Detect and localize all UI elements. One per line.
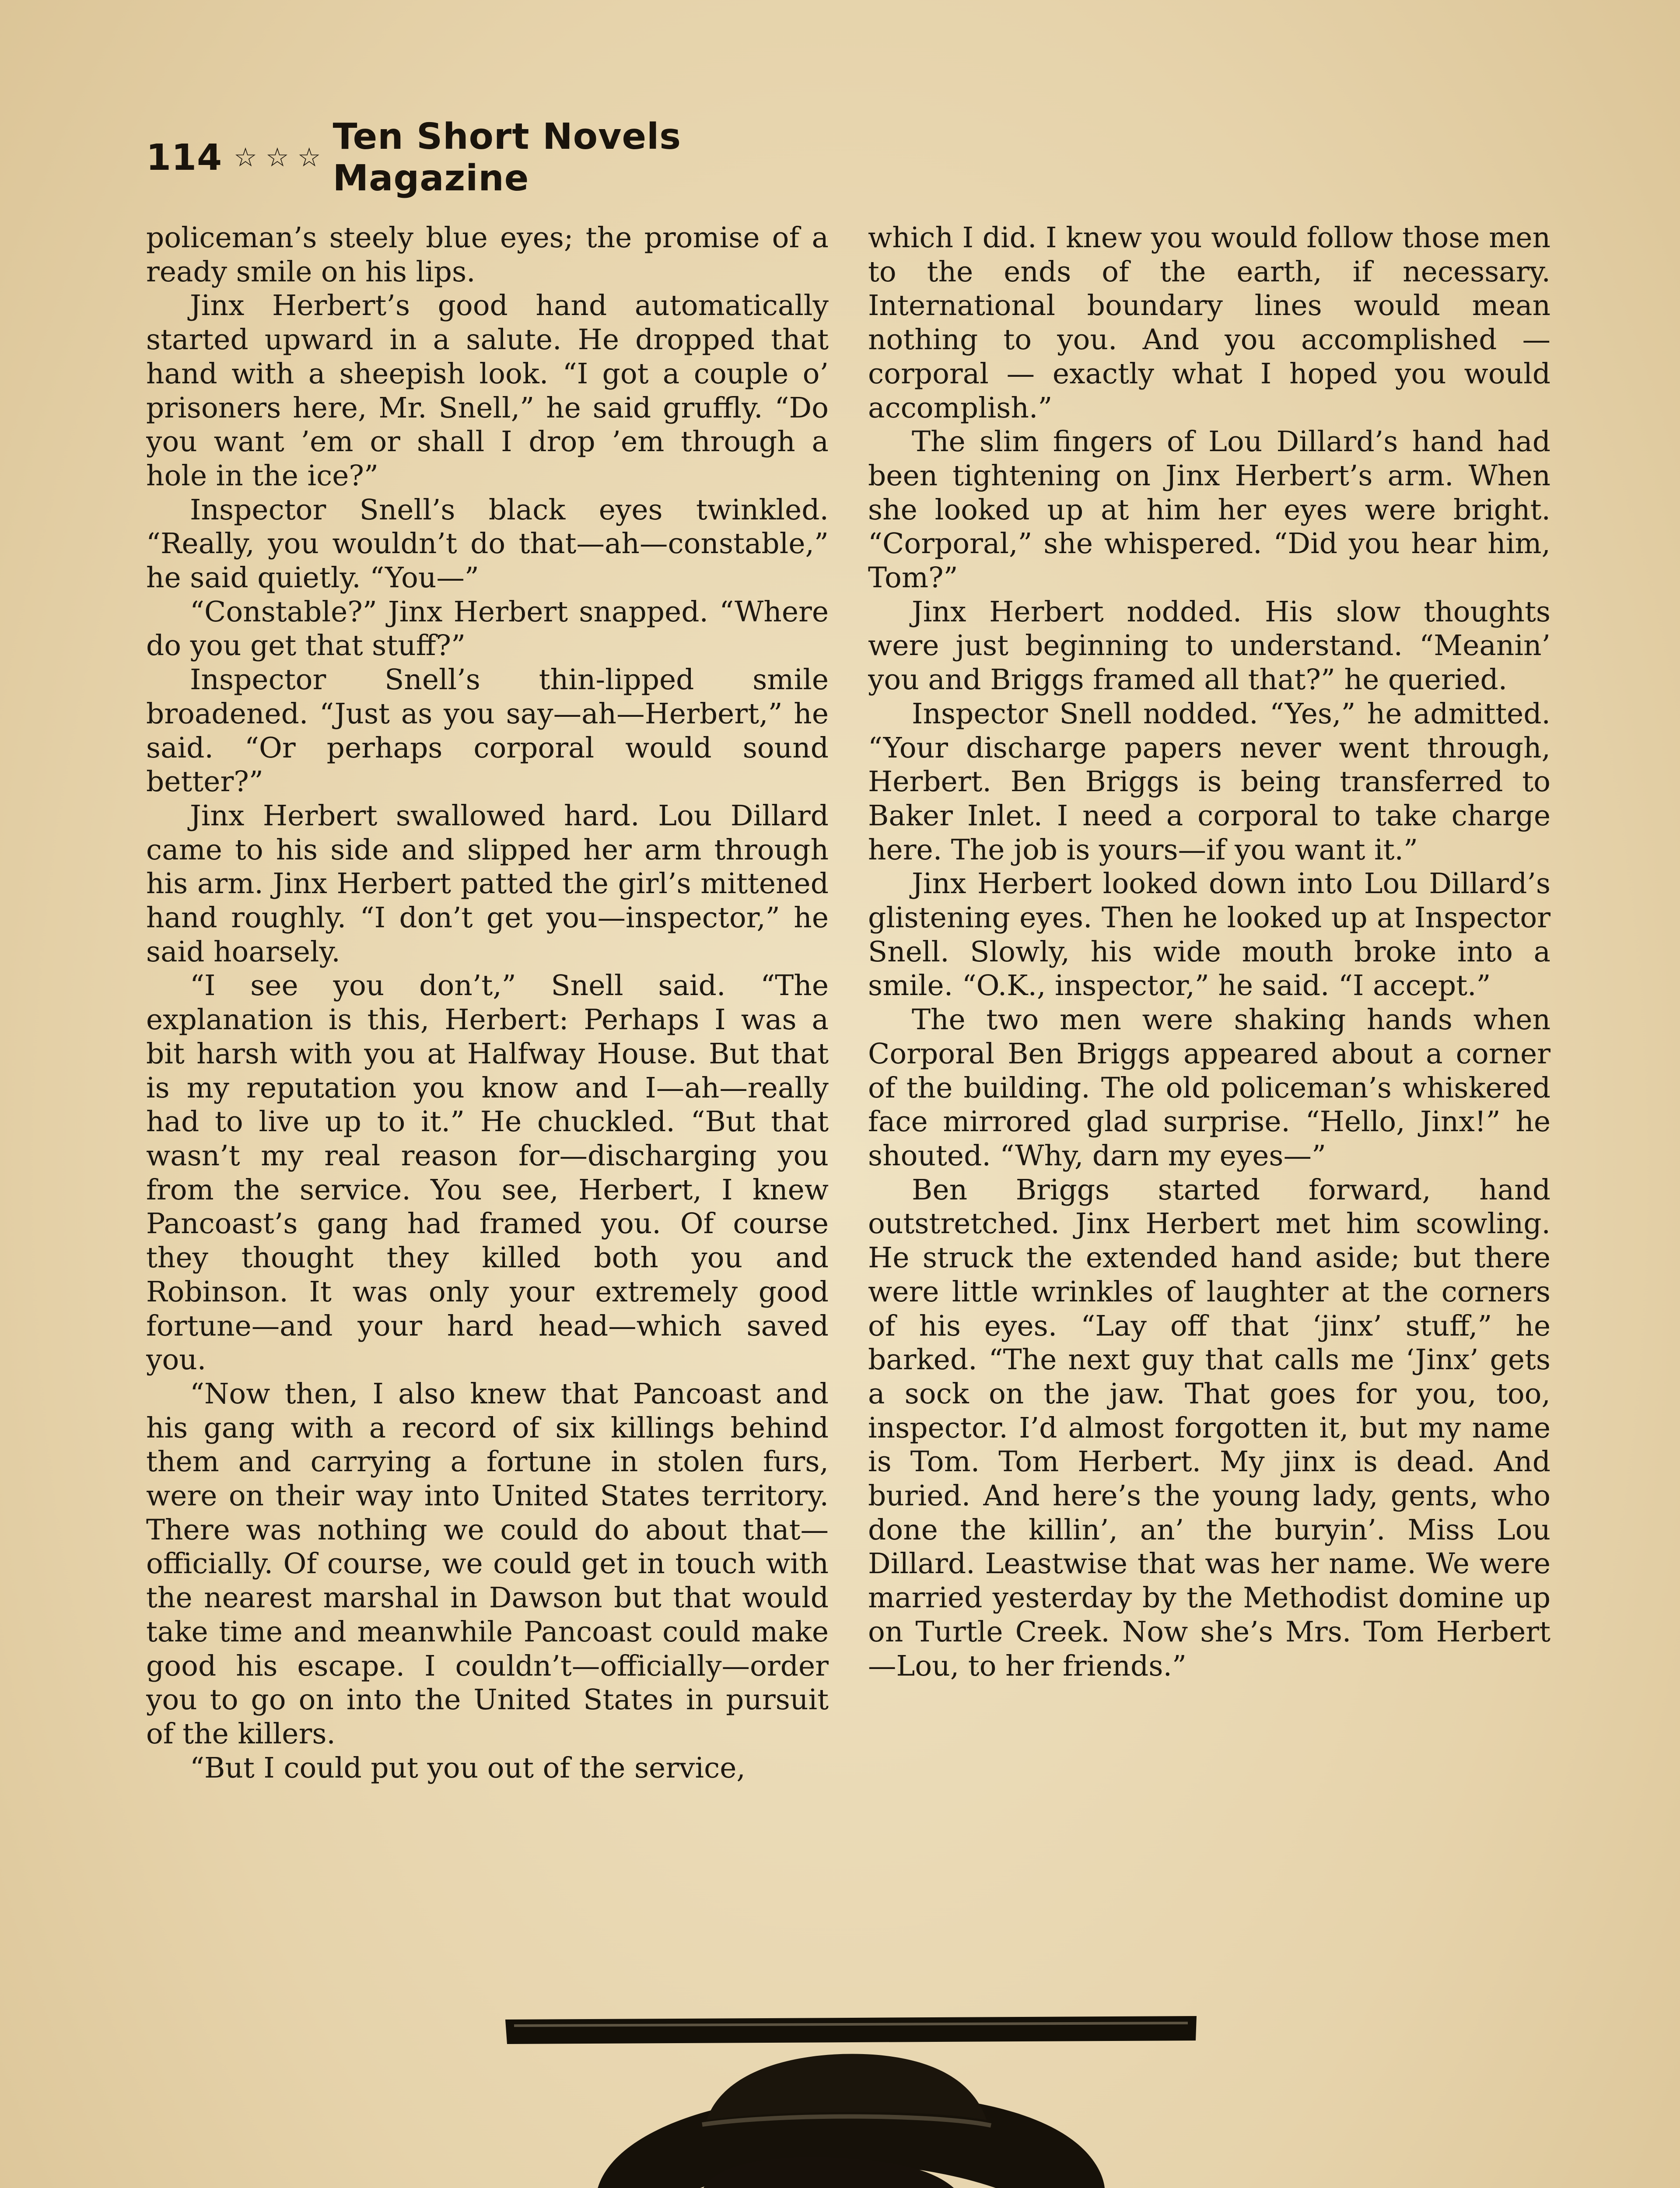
paragraph: Inspector Snell nodded. “Yes,” he admitted. “Your discharge papers never went through, Herbert. Ben Briggs is being transferred to Baker Inlet. I need a corporal to take charge here. The job is yours—if you want it.” — [868, 697, 1550, 866]
star-icon: ☆ — [265, 142, 290, 173]
paragraph: Ben Briggs started forward, hand outstretched. Jinx Herbert met him scowling. He struck the extended hand aside; but there were little wrinkles of laughter at the corners of his eyes. “Lay off that ‘jinx’ stuff,” he barked. “The next guy that calls me ‘Jinx’ gets a sock on the jaw. That goes for you, too, inspector. I’d almost forgotten it, but my name is Tom. Tom Herbert. My jinx is dead. And buried. And here’s the young lady, gents, who done the killin’, an’ the buryin’. Miss Lou Dillard. Leastwise that was her name. We were married yesterday by the Methodist domine up on Turtle Creek. Now she’s Mrs. Tom Herbert—Lou, to her friends.” — [868, 1173, 1550, 1683]
paragraph: The two men were shaking hands when Corporal Ben Briggs appeared about a corner of the building. The old policeman’s whiskered face mirrored glad surprise. “Hello, Jinx!” he shouted. “Why, darn my eyes—” — [868, 1003, 1550, 1172]
text-column-right — [868, 221, 1550, 1879]
paragraph: “I see you don’t,” Snell said. “The explanation is this, Herbert: Perhaps I was a bit harsh with you at Halfway House. But that is my reputation you know and I—ah—really had to live up to it.” He chuckled. “But that wasn’t my real reason for—discharging you from the service. You see, Herbert, I knew Pancoast’s gang had framed you. Of course they thought they killed both you and Robinson. It was only your extremely good fortune—and your hard head—which saved you. — [146, 969, 829, 1377]
paragraph: The slim fingers of Lou Dillard’s hand had been tightening on Jinx Herbert’s arm. When she looked up at him her eyes were bright. “Corporal,” she whispered. “Did you hear him, Tom?” — [868, 425, 1550, 595]
paragraph: which I did. I knew you would follow those men to the ends of the earth, if necessary. International boundary lines would mean nothing to you. And you accomplished — corporal — exactly what I hoped you would accomplish.” — [868, 221, 1550, 424]
page-number: 114 — [146, 137, 223, 179]
text-column-left — [146, 221, 829, 1879]
magazine-title: Ten Short Novels Magazine — [332, 116, 682, 199]
paragraph: “But I could put you out of the service, — [190, 1751, 746, 1785]
paragraph: Jinx Herbert’s good hand automatically started upward in a salute. He dropped that hand with a sheepish look. “I got a couple o’ prisoners here, Mr. Snell,” he said gruffly. “Do you want ’em or shall I drop ’em through a hole in the ice?” — [146, 289, 829, 492]
paragraph: Inspector Snell’s thin-lipped smile broadened. “Just as you say—ah—Herbert,” he said. “Or perhaps corporal would sound better?” — [146, 663, 829, 799]
star-icon: ☆ — [234, 142, 258, 173]
paragraph: Jinx Herbert swallowed hard. Lou Dillard came to his side and slipped her arm through his arm. Jinx Herbert patted the girl’s mittened hand roughly. “I don’t get you—inspector,” he said hoarsely. — [146, 799, 829, 968]
header-stars — [234, 142, 321, 173]
paragraph: Jinx Herbert nodded. His slow thoughts were just beginning to understand. “Meanin’ you and Briggs framed all that?” he queried. — [868, 595, 1550, 697]
page-header — [146, 116, 890, 199]
paragraph: Inspector Snell’s black eyes twinkled. “Really, you wouldn’t do that—ah—constable,” he said quietly. “You—” — [146, 493, 829, 595]
woman-in-hat-illustration — [497, 2006, 1205, 2188]
paragraph: “Constable?” Jinx Herbert snapped. “Where do you get that stuff?” — [146, 595, 829, 663]
paragraph: policeman’s steely blue eyes; the promise of a ready smile on his lips. — [146, 221, 829, 288]
paragraph: Jinx Herbert looked down into Lou Dillard’s glistening eyes. Then he looked up at Inspector Snell. Slowly, his wide mouth broke into a smile. “O.K., inspector,” he said. “I accept.” — [868, 867, 1550, 1003]
star-icon: ☆ — [297, 142, 322, 173]
paragraph: “Now then, I also knew that Pancoast and his gang with a record of six killings behind them and carrying a fortune in stolen furs, were on their way into United States territory. There was nothing we could do about that—officially. Of course, we could get in touch with the nearest marshal in Dawson but that would take time and meanwhile Pancoast could make good his escape. I couldn’t—officially—order you to go on into the United States in pursuit of the killers. — [146, 1377, 829, 1750]
